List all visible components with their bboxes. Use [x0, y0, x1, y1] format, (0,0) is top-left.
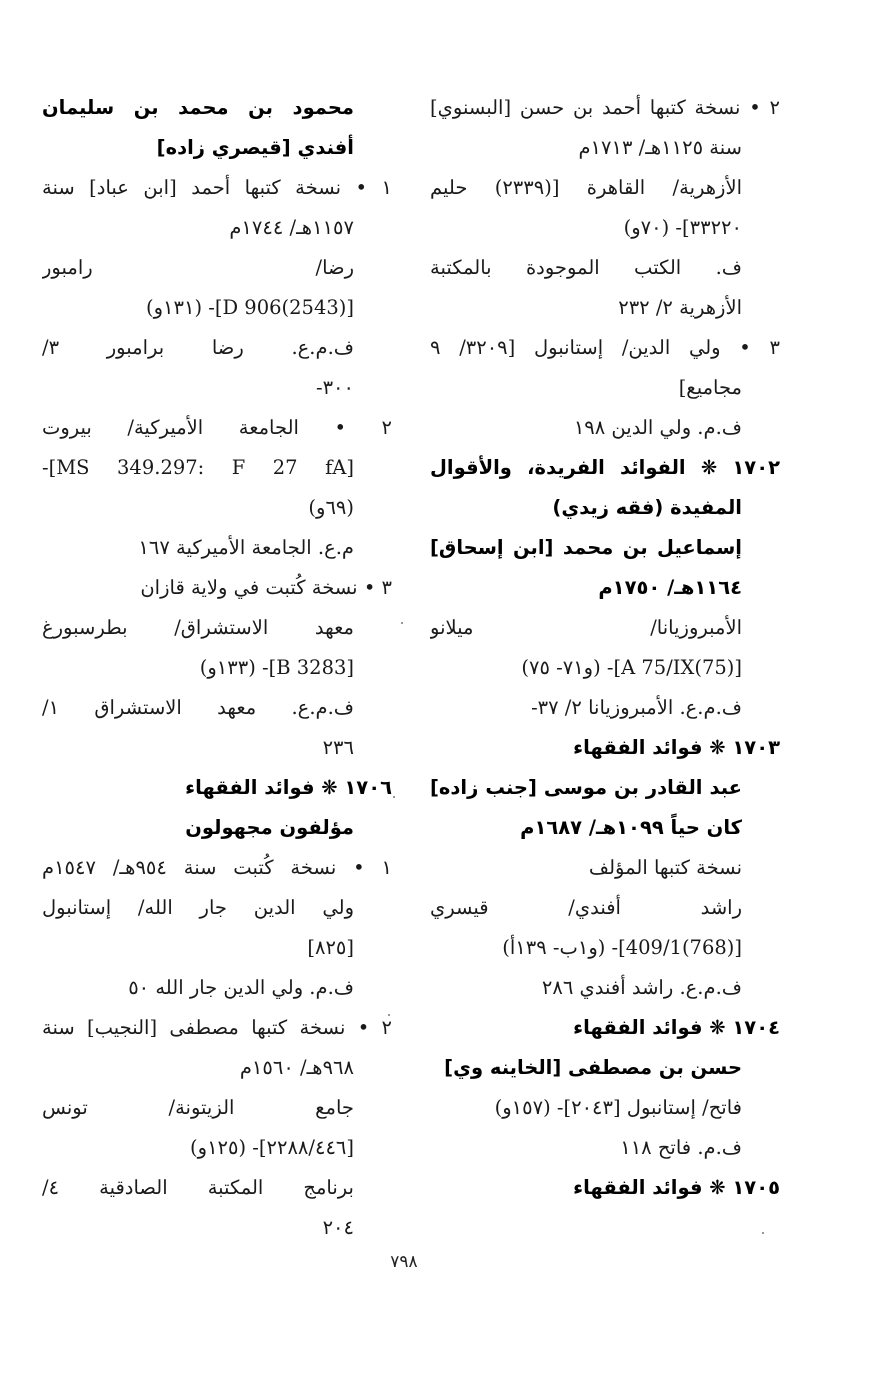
entry-text-line: راشد أفندي/ قيسري — [430, 896, 742, 919]
entry-text-line: [(75)A 75/IX]- (و٧١- ٧٥) — [521, 656, 742, 679]
entry-text-line: ٣ • ولي الدين/ إستانبول [٣٢٠٩/ ٩ — [430, 336, 780, 359]
entry-heading-line: ١١٦٤هـ/ ١٧٥٠م — [598, 576, 742, 599]
entry-heading-line: ١٧٠٣ ❋ فوائد الفقهاء — [573, 736, 780, 759]
entry-text-line: سنة ١١٢٥هـ/ ١٧١٣م — [578, 136, 742, 159]
entry-text-line: مجاميع] — [678, 376, 742, 399]
entry-heading-line: عبد القادر بن موسى [جنب زاده] — [430, 776, 742, 799]
entry-text-line: ٩٦٨هـ/ ١٥٦٠م — [239, 1056, 354, 1079]
entry-text-line: [B 3283]- (١٣٣و) — [199, 656, 354, 679]
entry-text-line: برنامج المكتبة الصادقية ٤/ — [42, 1176, 354, 1199]
entry-text-line: ٢ • نسخة كتبها مصطفى [النجيب] سنة — [42, 1016, 392, 1039]
scan-speck — [401, 622, 403, 624]
entry-heading-line: إسماعيل بن محمد [ابن إسحاق] — [430, 536, 742, 559]
entry-text-line: ف. الكتب الموجودة بالمكتبة — [430, 256, 742, 279]
entry-heading-line: ١٧٠٤ ❋ فوائد الفقهاء — [573, 1016, 780, 1039]
page-number: ٧٩٨ — [390, 1252, 418, 1272]
entry-text-line: [٢٢٨٨/٤٤٦]- (١٢٥و) — [190, 1136, 354, 1159]
entry-heading-line: مؤلفون مجهولون — [185, 816, 354, 839]
entry-text-line: [(2543)906 D]- (١٣١و) — [145, 296, 354, 319]
entry-text-line: ٣٣٢٢٠]- (٧٠و) — [623, 216, 742, 239]
entry-text-line: ٢٣٦ — [322, 736, 354, 759]
entry-text-line: معهد الاستشراق/ بطرسبورغ — [42, 616, 354, 639]
entry-text-line: [(768)409/1]- (و١ب- ١٣٩أ) — [502, 936, 742, 959]
entry-text-line: ف.م.ع. معهد الاستشراق ١/ — [42, 696, 354, 719]
entry-heading-line: أفندي [قيصري زاده] — [156, 136, 354, 159]
entry-text-line: رضا/ رامبور — [42, 256, 354, 279]
entry-text-line: (٦٩و) — [308, 496, 354, 519]
entry-text-line: ولي الدين جار الله/ إستانبول — [42, 896, 354, 919]
entry-text-line: ف.م. فاتح ١١٨ — [620, 1136, 742, 1159]
entry-text-line: ف.م.ع. راشد أفندي ٢٨٦ — [541, 976, 742, 999]
entry-heading-line: حسن بن مصطفى [الخاينه وي] — [444, 1056, 742, 1079]
entry-text-line: [MS 349.297: F 27 fA]- — [42, 456, 354, 479]
right-column — [430, 88, 780, 1208]
entry-text-line: فاتح/ إستانبول [٢٠٤٣]- (١٥٧و) — [494, 1096, 742, 1119]
entry-text-line: ١ • نسخة كُتبت سنة ٩٥٤هـ/ ١٥٤٧م — [42, 856, 392, 879]
entry-heading-line: المفيدة (فقه زيدي) — [552, 496, 742, 519]
entry-text-line: ف.م. ولي الدين جار الله ٥٠ — [128, 976, 354, 999]
entry-heading-line: ١٧٠٥ ❋ فوائد الفقهاء — [573, 1176, 780, 1199]
entry-text-line: الأمبروزيانا/ ميلانو — [430, 616, 742, 639]
entry-text-line: م.ع. الجامعة الأميركية ١٦٧ — [138, 536, 354, 559]
scan-speck — [388, 1014, 390, 1016]
entry-heading-line: ١٧٠٦ ❋ فوائد الفقهاء — [185, 776, 392, 799]
scan-speck — [762, 1232, 764, 1234]
entry-text-line: الأزهرية/ القاهرة [(٢٣٣٩) حليم — [430, 176, 742, 199]
entry-text-line: ٢٠٤ — [322, 1216, 354, 1239]
left-column — [42, 88, 392, 1248]
entry-text-line: ف.م.ع. رضا برامبور ٣/ — [42, 336, 354, 359]
entry-heading-line: محمود بن محمد بن سليمان — [42, 96, 354, 119]
entry-text-line: [٨٢٥] — [307, 936, 354, 959]
entry-text-line: ١١٥٧هـ/ ١٧٤٤م — [229, 216, 354, 239]
entry-text-line: الأزهرية ٢/ ٢٣٢ — [618, 296, 742, 319]
scan-speck — [393, 796, 395, 798]
entry-text-line: ٣٠٠- — [315, 376, 354, 399]
entry-heading-line: ١٧٠٢ ❋ الفوائد الفريدة، والأقوال — [430, 456, 780, 479]
entry-text-line: ١ • نسخة كتبها أحمد [ابن عباد] سنة — [42, 176, 392, 199]
entry-heading-line: كان حياً ١٠٩٩هـ/ ١٦٨٧م — [520, 816, 742, 839]
entry-text-line: جامع الزيتونة/ تونس — [42, 1096, 354, 1119]
entry-text-line: ف.م. ولي الدين ١٩٨ — [573, 416, 742, 439]
entry-text-line: ٢ • نسخة كتبها أحمد بن حسن [البسنوي] — [430, 96, 780, 119]
entry-text-line: نسخة كتبها المؤلف — [588, 856, 742, 879]
entry-text-line: ٣ • نسخة كُتبت في ولاية قازان — [140, 576, 392, 599]
entry-text-line: ٢ • الجامعة الأميركية/ بيروت — [42, 416, 392, 439]
entry-text-line: ف.م.ع. الأمبروزيانا ٢/ ٣٧- — [531, 696, 742, 719]
